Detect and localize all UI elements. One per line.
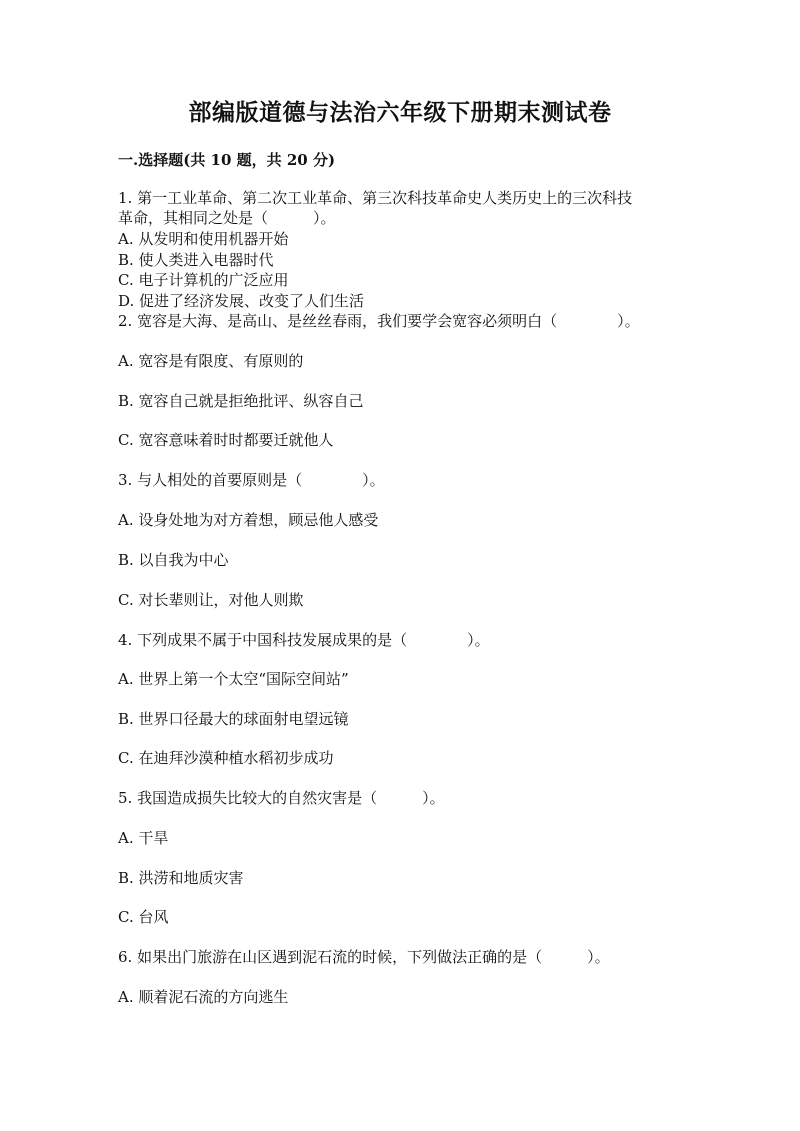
question-3-option-c: C. 对长辈则让，对他人则欺 [118, 591, 304, 609]
question-3-option-b: B. 以自我为中心 [118, 551, 229, 569]
question-4-option-b: B. 世界口径最大的球面射电望远镜 [118, 710, 349, 728]
question-1-stem-line-1: 1. 第一工业革命、第二次工业革命、第三次科技革命史人类历史上的三次科技 [118, 189, 633, 207]
question-3-option-a: A. 设身处地为对方着想，顾忌他人感受 [118, 511, 379, 529]
question-1-stem-line-2: 革命，其相同之处是（ ）。 [118, 209, 336, 227]
question-1-option-c: C. 电子计算机的广泛应用 [118, 271, 289, 289]
question-1-option-b: B. 使人类进入电器时代 [118, 251, 274, 269]
section-heading: 一.选择题(共 10 题，共 20 分) [118, 151, 336, 169]
question-2-option-a: A. 宽容是有限度、有原则的 [118, 352, 304, 370]
question-2-option-b: B. 宽容自己就是拒绝批评、纵容自己 [118, 392, 364, 410]
question-6-stem: 6. 如果出门旅游在山区遇到泥石流的时候，下列做法正确的是（ ）。 [118, 948, 610, 966]
page-title: 部编版道德与法治六年级下册期末测试卷 [188, 99, 612, 126]
question-4-stem: 4. 下列成果不属于中国科技发展成果的是（ ）。 [118, 631, 490, 649]
question-4-option-c: C. 在迪拜沙漠种植水稻初步成功 [118, 749, 334, 767]
question-2-stem: 2. 宽容是大海、是高山、是丝丝春雨，我们要学会宽容必须明白（ ）。 [118, 312, 640, 330]
question-2-option-c: C. 宽容意味着时时都要迁就他人 [118, 431, 334, 449]
question-5-option-c: C. 台风 [118, 908, 169, 926]
question-1-option-a: A. 从发明和使用机器开始 [118, 230, 289, 248]
question-1-option-d: D. 促进了经济发展、改变了人们生活 [118, 292, 365, 310]
question-6-option-a: A. 顺着泥石流的方向逃生 [118, 988, 289, 1006]
question-3-stem: 3. 与人相处的首要原则是（ ）。 [118, 471, 385, 489]
question-5-option-b: B. 洪涝和地质灾害 [118, 869, 244, 887]
question-4-option-a: A. 世界上第一个太空“国际空间站” [118, 670, 349, 688]
question-5-option-a: A. 干旱 [118, 829, 169, 847]
question-5-stem: 5. 我国造成损失比较大的自然灾害是（ ）。 [118, 789, 445, 807]
